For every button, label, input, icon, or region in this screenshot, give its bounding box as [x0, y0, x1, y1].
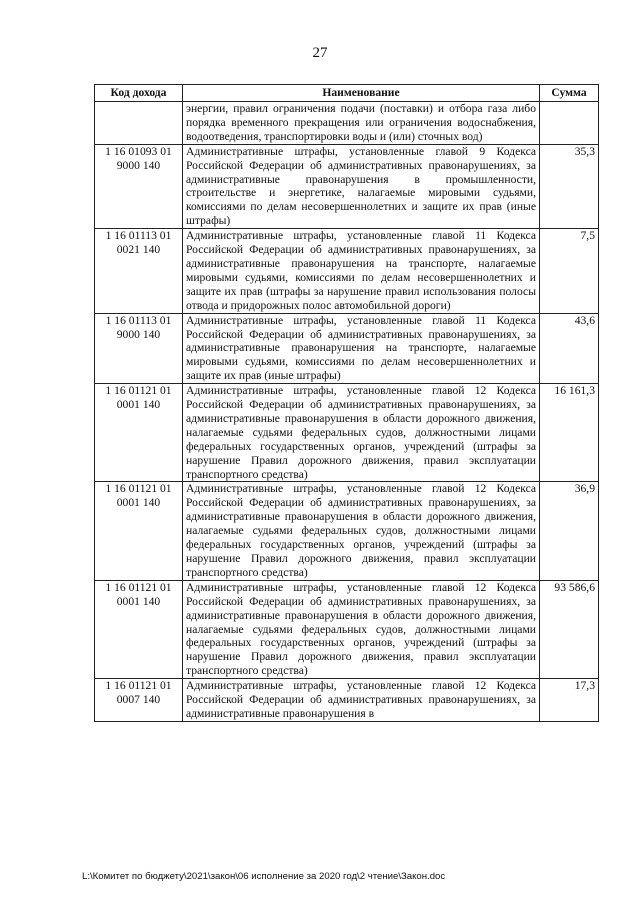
row-code: 1 16 01113 01 0021 140: [95, 229, 183, 313]
row-name: энергии, правил ограничения подачи (поставки) и отбора газа либо порядка временного прекращения или ограничения водоснабжения, водоотведения, транспортировки воды и (или) сточных вод): [183, 102, 540, 145]
table-row: [95, 229, 599, 313]
table-row: [95, 102, 599, 145]
header-sum: Сумма: [540, 85, 599, 102]
table-row: [95, 384, 599, 482]
table-row: [95, 580, 599, 678]
table-row: [95, 313, 599, 384]
row-name: Административные штрафы, установленные главой 11 Кодекса Российской Федерации об административных правонарушениях, за административные правонарушения на транспорте, налагаемые мировыми судьями, комиссиями по делам несовершеннолетних и защите их прав (иные штрафы): [183, 313, 540, 384]
row-sum: 16 161,3: [540, 384, 599, 482]
row-sum: 17,3: [540, 679, 599, 722]
row-name: Административные штрафы, установленные главой 9 Кодекса Российской Федерации об административных правонарушениях, за административные правонарушения в промышленности, строительстве и энергетике, налагаемые мировыми судьями, комиссиями по делам несовершеннолетних и защите их прав (иные штрафы): [183, 144, 540, 228]
row-name: Административные штрафы, установленные главой 12 Кодекса Российской Федерации об административных правонарушениях, за административные правонарушения в области дорожного движения, налагаемые судьями федеральных судов, должностными лицами федеральных государственных органов, учреждений (штрафы за нарушение Правил дорожного движения, правил эксплуатации транспортного средства): [183, 482, 540, 580]
page-number: 27: [312, 45, 328, 61]
row-name: Административные штрафы, установленные главой 12 Кодекса Российской Федерации об административных правонарушениях, за административные правонарушения в области дорожного движения, налагаемые судьями федеральных судов, должностными лицами федеральных государственных органов, учреждений (штрафы за нарушение Правил дорожного движения, правил эксплуатации транспортного средства): [183, 384, 540, 482]
row-name: Административные штрафы, установленные главой 11 Кодекса Российской Федерации об административных правонарушениях, за административные правонарушения на транспорте, налагаемые мировыми судьями, комиссиями по делам несовершеннолетних и защите их прав (штрафы за нарушение правил использования полосы отвода и придорожных полос автомобильной дороги): [183, 229, 540, 313]
row-sum: 93 586,6: [540, 580, 599, 678]
header-name: Наименование: [183, 85, 540, 102]
row-code: 1 16 01121 01 0001 140: [95, 482, 183, 580]
table-row: [95, 482, 599, 580]
header-code: Код дохода: [95, 85, 183, 102]
table-row: [95, 144, 599, 228]
row-sum: 7,5: [540, 229, 599, 313]
row-code: 1 16 01093 01 9000 140: [95, 144, 183, 228]
row-code: [95, 102, 183, 145]
row-code: 1 16 01121 01 0001 140: [95, 384, 183, 482]
row-name: Административные штрафы, установленные главой 12 Кодекса Российской Федерации об административных правонарушениях, за административные правонарушения в области дорожного движения, налагаемые судьями федеральных судов, должностными лицами федеральных государственных органов, учреждений (штрафы за нарушение Правил дорожного движения, правил эксплуатации транспортного средства): [183, 580, 540, 678]
row-code: 1 16 01113 01 9000 140: [95, 313, 183, 384]
row-name: Административные штрафы, установленные главой 12 Кодекса Российской Федерации об административных правонарушениях, за административные правонарушения в: [183, 679, 540, 722]
revenue-table: [94, 84, 599, 722]
row-sum: 36,9: [540, 482, 599, 580]
row-code: 1 16 01121 01 0001 140: [95, 580, 183, 678]
row-sum: 35,3: [540, 144, 599, 228]
table-row: [95, 679, 599, 722]
row-sum: [540, 102, 599, 145]
row-sum: 43,6: [540, 313, 599, 384]
file-path-footer: L:\Комитет по бюджету\2021\закон\06 исполнение за 2020 год\2 чтение\Закон.doc: [82, 871, 446, 882]
row-code: 1 16 01121 01 0007 140: [95, 679, 183, 722]
table-header-row: [95, 85, 599, 102]
